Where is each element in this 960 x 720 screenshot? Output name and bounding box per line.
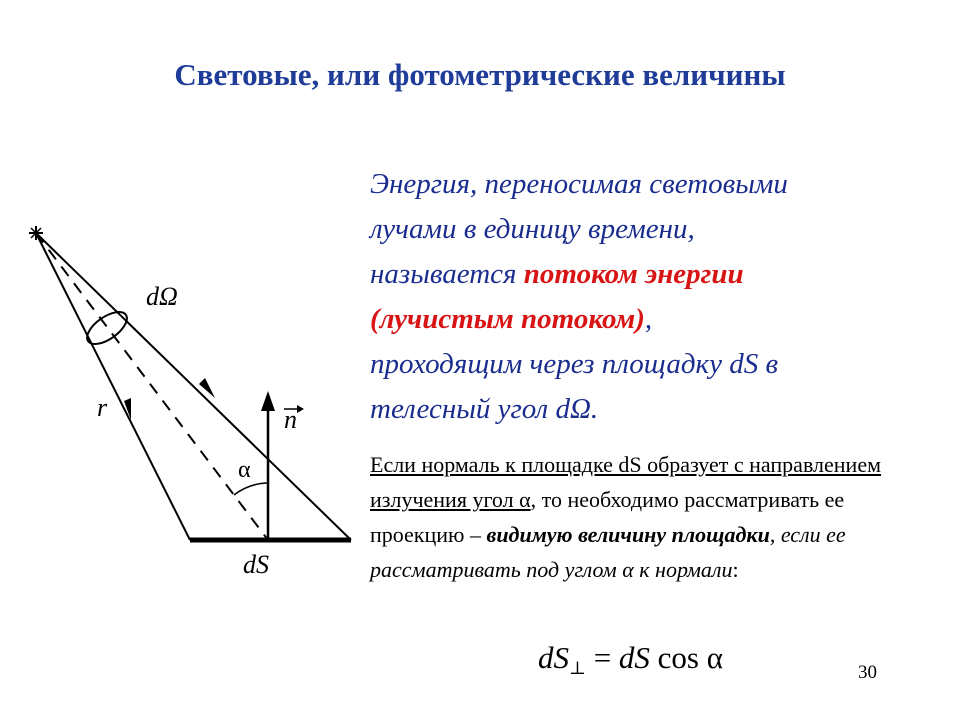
projection-text: , то необходимо рассматривать ее проекцию –: [370, 487, 845, 547]
term-visible-area: видимую величину площадки: [486, 522, 770, 547]
def-line-3: [370, 252, 930, 297]
term-energy-flux: потоком энергии: [523, 258, 744, 290]
def-line-4: [370, 297, 930, 342]
formula-cos: cos: [649, 640, 707, 675]
def-line-2: лучами в единицу времени,: [370, 213, 695, 245]
projection-formula: [538, 640, 723, 679]
central-dashed-ray: [36, 233, 268, 540]
cone-edge-right: [36, 233, 351, 540]
projection-italic-tail: , если ее рассматривать под углом α к нормали: [370, 522, 846, 582]
point-source-icon: [29, 226, 43, 240]
def-line-6: телесный угол dΩ.: [370, 393, 599, 425]
formula-eq: =: [585, 640, 619, 675]
normal-arrow-head: [261, 391, 275, 411]
label-r: r: [97, 393, 108, 422]
alpha-arc: [234, 483, 268, 495]
def-line-3-pre: называется: [370, 258, 524, 290]
n-vector-bar-tip: [297, 405, 304, 413]
label-dOmega: dΩ: [146, 282, 178, 311]
formula-alpha: α: [706, 640, 723, 675]
underlined-condition: Если нормаль к площадке dS образует с направлением излучения угол α: [370, 452, 882, 512]
projection-paragraph: [370, 447, 930, 587]
definition-paragraph: [370, 162, 930, 432]
formula-lhs: dS: [538, 640, 569, 675]
projection-colon: :: [732, 557, 739, 582]
label-n: n: [284, 405, 297, 434]
def-line-4-post: ,: [644, 303, 653, 335]
solid-angle-diagram: [18, 215, 358, 595]
label-dS: dS: [243, 550, 269, 579]
formula-perp: ⊥: [569, 658, 586, 678]
solid-angle-ellipse: [82, 306, 132, 350]
cone-edge-left: [36, 233, 190, 540]
formula-rhs-var: dS: [618, 640, 650, 675]
term-radiant-flux: (лучистым потоком): [370, 303, 645, 335]
label-alpha: α: [238, 457, 251, 483]
def-line-1: Энергия, переносимая световыми: [370, 168, 788, 200]
slide-title: Световые, или фотометрические величины: [174, 57, 786, 92]
page-number: 30: [858, 662, 877, 683]
def-line-5: проходящим через площадку dS в: [370, 348, 779, 380]
